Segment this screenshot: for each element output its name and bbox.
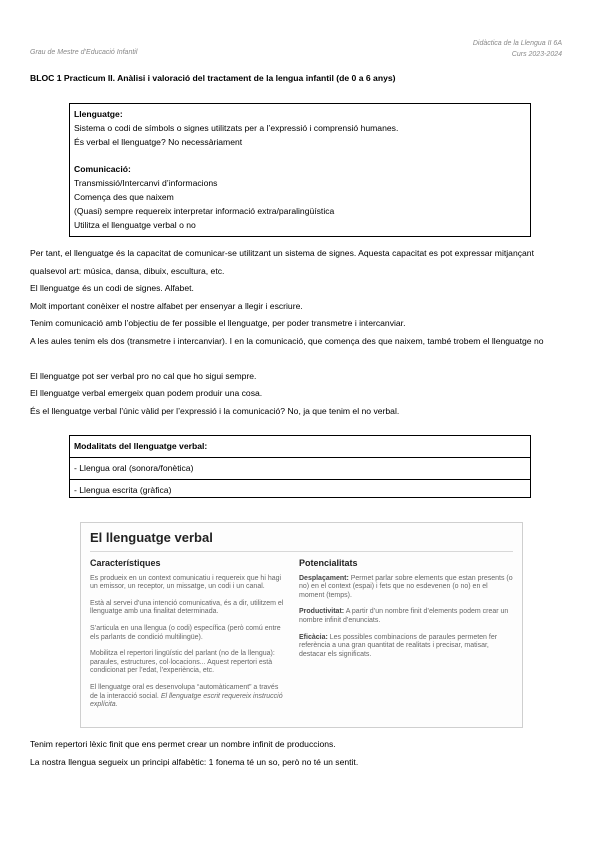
characteristics-column <box>90 559 285 718</box>
degree-name: Grau de Mestre d’Educació Infantil <box>30 49 138 56</box>
communication-line: Transmissió/Intercanvi d’informacions <box>74 178 218 188</box>
academic-year: Curs 2023-2024 <box>511 51 562 58</box>
definition-box <box>69 103 531 237</box>
characteristic-item: Està al servei d’una intenció comunicativa, és a dir, utilitzem el llenguatge amb una finalitat determinada. <box>90 599 284 616</box>
language-definition: Sistema o codi de símbols o signes utilitzats per a l’expressió i comprensió humanes. <box>74 123 399 133</box>
paragraph: A les aules tenim els dos (transmetre i intercanviar). I en la comunicació, que comença des que naixem, també trobem el llenguatge no <box>30 336 544 346</box>
potentiality-text: Permet parlar sobre elements que estan presents (o no) en el context (espai) i fets que no esdevenen (o no) en el moment (temps). <box>299 574 513 599</box>
paragraph: És el llenguatge verbal l’únic vàlid per l’expressió i la comunicació? No, ja que tenim el no verbal. <box>30 406 400 416</box>
language-question: És verbal el llenguatge? No necessàriament <box>74 137 243 147</box>
bloc-title: BLOC 1 Practicum II. Anàlisi i valoració del tractament de la lengua infantil (de 0 a 6 anys) <box>30 73 396 83</box>
modalities-heading: Modalitats del llenguatge verbal: <box>70 436 530 458</box>
verbal-modalities-box <box>69 435 531 498</box>
potentiality-item <box>299 634 514 660</box>
potentiality-item <box>299 575 514 601</box>
potentiality-term: Productivitat: <box>299 608 345 616</box>
modality-item: - Llengua oral (sonora/fonètica) <box>70 458 530 480</box>
characteristic-item <box>90 684 285 710</box>
potentiality-term: Eficàcia: <box>299 633 328 641</box>
figure-title: El llenguatge verbal <box>90 530 213 545</box>
paragraph: El llenguatge verbal emergeix quan podem produir una cosa. <box>30 388 263 398</box>
communication-line: Comença des que naixem <box>74 192 174 202</box>
paragraph: El llenguatge pot ser verbal pro no cal que ho sigui sempre. <box>30 371 257 381</box>
characteristic-italic: El llenguatge escrit requereix instrucció explícita. <box>90 692 283 709</box>
potentiality-text: Les possibles combinacions de paraules permeten fer referència a una gran quantitat de realitats i precisar, matisar, destacar els significats. <box>299 633 498 658</box>
paragraph: El llenguatge és un codi de signes. Alfabet. <box>30 283 194 293</box>
characteristic-item: Es produeix en un context comunicatiu i requereix que hi hagi un emissor, un receptor, un missatge, un codi i un canal. <box>90 574 282 591</box>
potentialities-heading: Potencialitats <box>299 558 358 568</box>
potentialities-column <box>299 559 514 667</box>
language-heading: Llenguatge: <box>74 109 123 119</box>
characteristics-heading: Característiques <box>90 558 161 568</box>
characteristic-item: Mobilitza el repertori lingüístic del parlant (no de la llengua): paraules, estructures, col·locacions... Aquest repertori està condicionat per l’edat, l’experiència, etc. <box>90 650 275 675</box>
closing-paragraph: La nostra llengua segueix un principi alfabètic: 1 fonema té un so, però no té un sentit. <box>30 757 359 767</box>
potentiality-item <box>299 608 514 625</box>
characteristic-text: El llenguatge oral es desenvolupa “automàticament” a través de la interacció social. <box>90 683 279 700</box>
paragraph: Molt important conèixer el nostre alfabet per ensenyar a llegir i escriure. <box>30 301 303 311</box>
figure-divider <box>90 551 513 552</box>
characteristic-item: S’articula en una llengua (o codi) específica (però comú entre els parlants de condició multilingüe). <box>90 624 281 641</box>
communication-heading: Comunicació: <box>74 164 131 174</box>
paragraph: Per tant, el llenguatge és la capacitat de comunicar-se utilitzant un sistema de signes. Aquesta capacitat es pot expressar mitjançant qualsevol art: música, dansa, dibuix, escultura, etc. <box>30 248 534 276</box>
verbal-language-figure <box>80 522 523 728</box>
potentiality-term: Desplaçament: <box>299 574 349 582</box>
communication-line: (Quasi) sempre requereix interpretar informació extra/paralingüística <box>74 206 335 216</box>
communication-line: Utilitza el llenguatge verbal o no <box>74 220 196 230</box>
course-name: Didàctica de la Llengua II 6A <box>472 40 562 47</box>
paragraph: Tenim comunicació amb l’objectiu de fer possible el llenguatge, per poder transmetre i intercanviar. <box>30 318 406 328</box>
page-header-right <box>473 38 562 60</box>
potentiality-text: A partir d’un nombre finit d’elements podem crear un nombre infinit d’enunciats. <box>299 608 509 624</box>
closing-paragraph: Tenim repertori lèxic finit que ens permet crear un nombre infinit de produccions. <box>30 739 336 749</box>
modality-item: - Llengua escrita (gràfica) <box>74 485 172 495</box>
